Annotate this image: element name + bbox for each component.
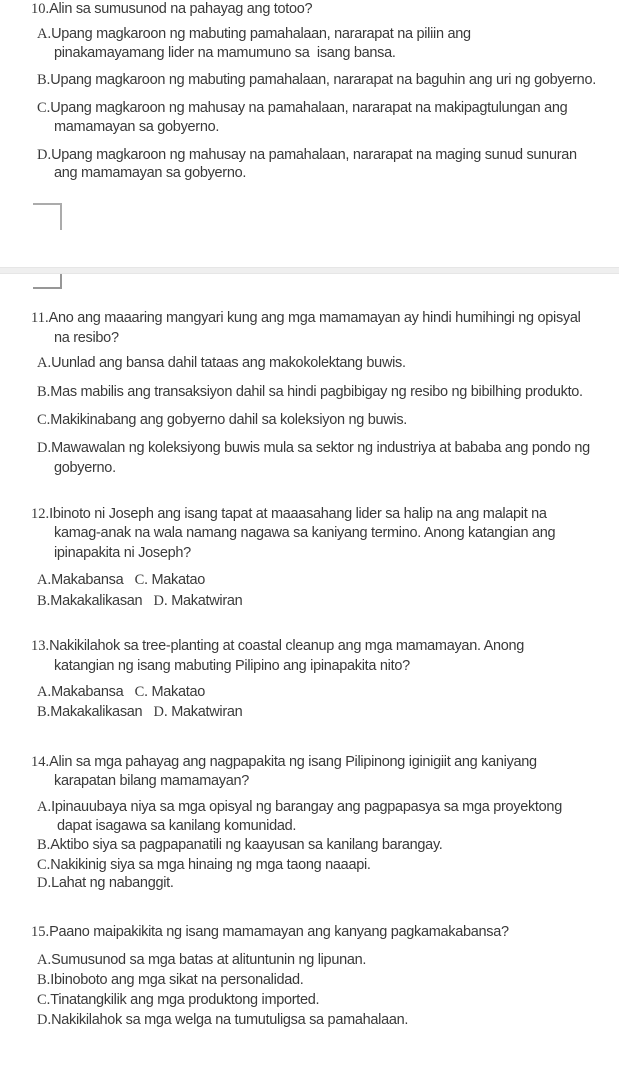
page-margin-corner-icon [33, 274, 62, 289]
option-letter: D. [37, 1012, 52, 1028]
option-line [37, 411, 407, 430]
option-pair-line [37, 592, 242, 611]
option-text: Makatao [151, 572, 205, 588]
question-text-line [31, 923, 509, 942]
question-text-line [31, 753, 537, 772]
option-text: Nakikilahok sa mga welga na tumutuligsa sa pamahalaan. [51, 1012, 409, 1028]
option-text: Tinatangkilik ang mga produktong imported. [50, 992, 320, 1008]
option-letter: C. [134, 684, 152, 700]
option-text: Aktibo siya sa pagpapanatili ng kaayusan sa kanilang barangay. [50, 837, 443, 853]
option-continuation [54, 44, 396, 63]
question-text: Nakikilahok sa tree-planting at coastal cleanup ang mga mamamayan. Anong [49, 638, 525, 654]
option-letter: A. [37, 572, 52, 588]
question-text: Ibinoto ni Joseph ang isang tapat at maaasahang lider sa halip na ang malapit na [49, 506, 547, 522]
option-line [37, 71, 596, 90]
option-letter: D. [153, 704, 172, 720]
option-letter: C. [37, 412, 51, 428]
option-letter: B. [37, 384, 51, 400]
question-text: Paano maipakikita ng isang mamamayan ang kanyang pagkamakabansa? [49, 924, 509, 940]
option-letter: A. [37, 26, 52, 42]
option-line [37, 439, 590, 458]
option-letter: A. [37, 355, 52, 371]
option-text: pinakamayamang lider na mamumuno sa isang bansa. [54, 45, 396, 61]
option-text: mamamayan sa gobyerno. [54, 119, 220, 135]
option-pair-line [37, 703, 242, 722]
option-line [37, 951, 366, 970]
option-text: dapat isagawa sa kanilang komunidad. [57, 818, 297, 834]
option-letter: B. [37, 837, 51, 853]
option-text: gobyerno. [54, 460, 116, 476]
option-text: Lahat ng nabanggit. [51, 875, 174, 891]
option-letter: C. [37, 992, 51, 1008]
question-text-continuation [54, 772, 249, 791]
option-text: Uunlad ang bansa dahil tataas ang makokolektang buwis. [51, 355, 406, 371]
question-number: 10. [31, 1, 50, 17]
question-text: Alin sa mga pahayag ang nagpapakita ng isang Pilipinong iginigiit ang kaniyang [49, 754, 537, 770]
option-line [37, 354, 406, 373]
option-letter: D. [37, 440, 52, 456]
option-line [37, 856, 371, 875]
question-text-line [31, 309, 581, 328]
option-letter: C. [37, 857, 51, 873]
question-number: 14. [31, 754, 50, 770]
option-line [37, 971, 304, 990]
question-number: 13. [31, 638, 50, 654]
question-text-line [31, 637, 524, 656]
option-text: Makakalikasan [50, 704, 154, 720]
option-letter: A. [37, 952, 52, 968]
option-line [37, 146, 577, 165]
question-text-continuation [54, 524, 555, 543]
option-continuation [54, 459, 116, 478]
question-text: ipinapakita ni Joseph? [54, 545, 191, 561]
option-continuation [57, 817, 296, 836]
option-text: Mawawalan ng koleksiyong buwis mula sa sektor ng industriya at bababa ang pondo ng [51, 440, 590, 456]
option-text: Ipinauubaya niya sa mga opisyal ng barangay ang pagpapasya sa mga proyektong [51, 799, 562, 815]
option-text: Makatwiran [171, 704, 243, 720]
option-line [37, 99, 567, 118]
option-text: Nakikinig siya sa mga hinaing ng mga taong naaapi. [50, 857, 371, 873]
option-line [37, 1011, 408, 1030]
option-text: Makabansa [51, 572, 135, 588]
question-text-continuation [54, 657, 410, 676]
option-continuation [54, 164, 246, 183]
option-letter: D. [37, 875, 52, 891]
option-letter: D. [37, 147, 52, 163]
option-letter: B. [37, 72, 51, 88]
option-line [37, 798, 562, 817]
option-letter: B. [37, 593, 51, 609]
option-line [37, 836, 443, 855]
option-line [37, 25, 471, 44]
question-text: katangian ng isang mabuting Pilipino ang ipinapakita nito? [54, 658, 410, 674]
question-number: 15. [31, 924, 50, 940]
page-break-gap [0, 267, 619, 274]
option-letter: B. [37, 704, 51, 720]
option-line [37, 383, 583, 402]
question-text-continuation [54, 329, 119, 348]
option-continuation [54, 118, 219, 137]
option-pair-line [37, 571, 205, 590]
option-text: Makikinabang ang gobyerno dahil sa koleksiyon ng buwis. [50, 412, 408, 428]
question-text: kamag-anak na wala namang nagawa sa kaniyang termino. Anong katangian ang [54, 525, 556, 541]
question-number: 11. [31, 310, 49, 326]
question-number: 12. [31, 506, 50, 522]
option-text: Makabansa [51, 684, 135, 700]
question-text: karapatan bilang mamamayan? [54, 773, 250, 789]
option-line [37, 991, 319, 1010]
option-letter: C. [134, 572, 152, 588]
option-text: Upang magkaroon ng mabuting pamahalaan, nararapat na piliin ang [51, 26, 471, 42]
option-pair-line [37, 683, 205, 702]
option-letter: D. [153, 593, 172, 609]
option-text: Upang magkaroon ng mahusay na pamahalaan, nararapat na maging sunud sunuran [51, 147, 577, 163]
option-text: Makakalikasan [50, 593, 154, 609]
option-text: Mas mabilis ang transaksiyon dahil sa hindi pagbibigay ng resibo ng bibilhing produkto. [50, 384, 583, 400]
option-text: Makatao [151, 684, 205, 700]
option-letter: A. [37, 799, 52, 815]
option-text: ang mamamayan sa gobyerno. [54, 165, 247, 181]
question-text: Alin sa sumusunod na pahayag ang totoo? [49, 1, 313, 17]
question-text: na resibo? [54, 330, 119, 346]
page-margin-corner-icon [33, 203, 62, 230]
option-line [37, 874, 174, 893]
option-text: Upang magkaroon ng mahusay na pamahalaan, nararapat na makipagtulungan ang [50, 100, 568, 116]
question-text-continuation [54, 544, 191, 563]
option-letter: B. [37, 972, 51, 988]
option-text: Upang magkaroon ng mabuting pamahalaan, nararapat na baguhin ang uri ng gobyerno. [50, 72, 596, 88]
question-text: Ano ang maaaring mangyari kung ang mga mamamayan ay hindi humihingi ng opisyal [48, 310, 581, 326]
question-text-line [31, 0, 312, 19]
question-text-line [31, 505, 547, 524]
option-letter: A. [37, 684, 52, 700]
option-text: Makatwiran [171, 593, 243, 609]
option-text: Ibinoboto ang mga sikat na personalidad. [50, 972, 304, 988]
option-text: Sumusunod sa mga batas at alituntunin ng lipunan. [51, 952, 367, 968]
option-letter: C. [37, 100, 51, 116]
